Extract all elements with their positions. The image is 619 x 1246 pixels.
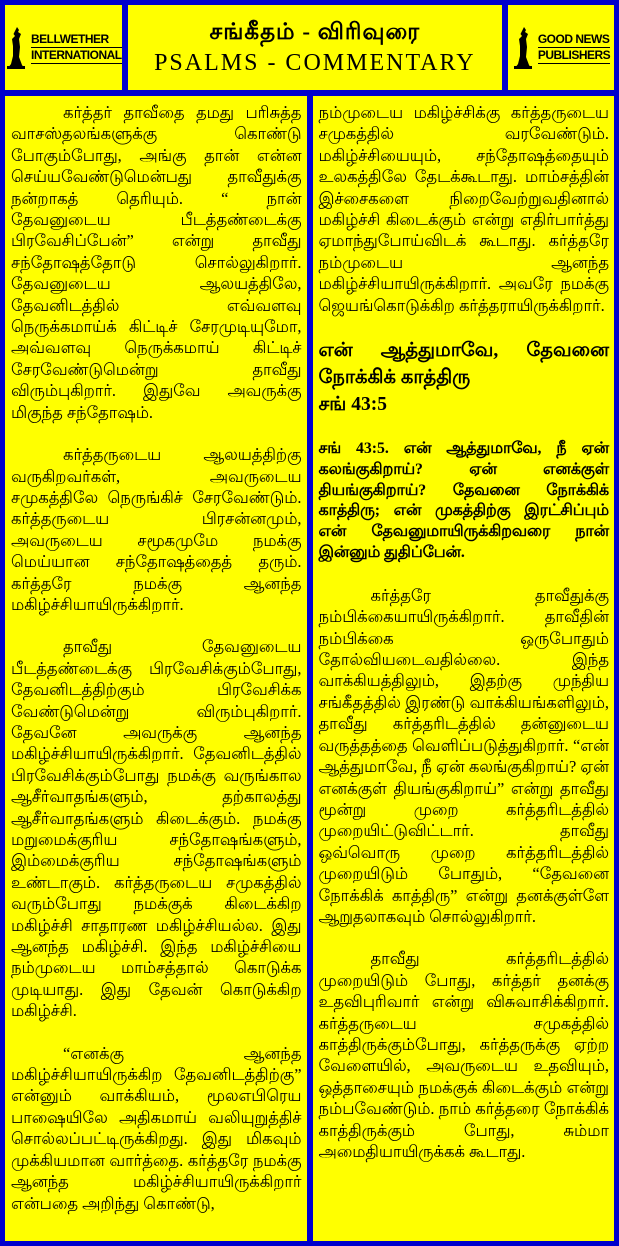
bellwether-logo-text — [31, 32, 122, 64]
page-title-english: PSALMS - COMMENTARY — [154, 49, 476, 76]
section-heading: என் ஆத்துமாவே, தேவனை நோக்கிக் காத்திரு — [318, 340, 609, 389]
goodnews-logo — [508, 5, 614, 90]
paragraph: தாவீது கர்த்தரிடத்தில் முறையிடும் போது, கர்த்தர் தனக்கு உதவிபுரிவார் என்று விசுவாசிக்கிறார். கர்த்தருடைய சமுகத்தில் காத்திருக்கும்போது, கர்த்தருக்கு ஏற்ற வேளையில், அவருடைய உதவியும், ஒத்தாசையும் நமக்குக் கிடைக்கும் என்று நம்பவேண்டும். நாம் கர்த்தரை நோக்கிக் காத்திருக்கும் போது, சும்மா அமைதியாயிருக்கக் கூடாது. — [318, 949, 609, 1161]
paragraph-continuation: நம்முடைய மகிழ்ச்சிக்கு கர்த்தருடைய சமுகத்தில் வரவேண்டும். மகிழ்ச்சியையும், சந்தோஷத்தையும் உலகத்திலே தேடக்கூடாது. மாம்சத்தின் இச்சைகளை நிறைவேற்றுவதினால் மகிழ்ச்சி கிடைக்கும் என்று எதிர்பார்த்து ஏமாந்துபோய்விடக் கூடாது. கர்த்தரே நம்முடைய ஆனந்த மகிழ்ச்சியாயிருக்கிறார். அவரே நமக்கு ஜெயங்கொடுக்கிற கர்த்தராயிருக்கிறார். — [318, 103, 609, 315]
paragraph: தாவீது தேவனுடைய பீடத்தண்டைக்கு பிரவேசிக்கும்போது, தேவனிடத்திற்கும் பிரவேசிக்க வேண்டுமென்று விரும்புகிறார். தேவனே அவருக்கு ஆனந்த மகிழ்ச்சியாயிருக்கிறார். தேவனிடத்தில் பிரவேசிக்கும்போது நமக்கு வருங்கால ஆசீர்வாதங்களும், தற்காலத்து ஆசீர்வாதங்களும் கிடைக்கும். நமக்கு மறுமைக்குரிய சந்தோஷங்களும், இம்மைக்குரிய சந்தோஷங்களும் உண்டாகும். கர்த்தருடைய சமுகத்தில் வரும்போது நமக்குக் கிடைக்கிற மகிழ்ச்சி சாதாரண மகிழ்ச்சியல்ல. இது ஆனந்த மகிழ்ச்சி. இந்த மகிழ்ச்சியை நம்முடைய மாம்சத்தால் கொடுக்க முடியாது. இது தேவன் கொடுக்கிற மகிழ்ச்சி. — [11, 637, 302, 1021]
bellwether-logo-line1: BELLWETHER — [31, 32, 122, 48]
title-box — [128, 5, 502, 90]
goodnews-logo-text — [538, 32, 610, 64]
left-column — [5, 96, 307, 1241]
paragraph: கர்த்தர் தாவீதை தமது பரிசுத்த வாசஸ்தலங்களுக்கு கொண்டு போகும்போது, அங்கு தான் என்ன செய்யவேண்டுமென்பது தாவீதுக்கு நன்றாகத் தெரியும். “ நான் தேவனுடைய பீடத்தண்டைக்கு பிரவேசிப்பேன்” என்று தாவீது சந்தோஷத்தோடு சொல்லுகிறார். தேவனுடைய ஆலயத்திலே, தேவனிடத்தில் எவ்வளவு நெருக்கமாய்க் கிட்டிச் சேரமுடியுமோ, அவ்வளவு நெருக்கமாய் கிட்டிச் சேரவேண்டுமென்று தாவீது விரும்புகிறார். இதுவே அவருக்கு மிகுந்த சந்தோஷம். — [11, 103, 302, 422]
page-header — [0, 0, 619, 90]
paragraph: கர்த்தரே தாவீதுக்கு நம்பிக்கையாயிருக்கிறார். தாவீதின் நம்பிக்கை ஒருபோதும் தோல்வியடைவதில்லை. இந்த வாக்கியத்திலும், இதற்கு முந்திய சங்கீதத்தில் இரண்டு வாக்கியங்களிலும், தாவீது கர்த்தரிடத்தில் தன்னுடைய வருத்தத்தை வெளிப்படுத்துகிறார். “என் ஆத்துமாவே, நீ ஏன் கலங்குகிறாய்? ஏன் எனக்குள் தியங்குகிறாய்” என்று தாவீது மூன்று முறை கர்த்தரிடத்தில் முறையிட்டுவிட்டார். தாவீது ஒவ்வொரு முறை கர்த்தரிடத்தில் முறையிடும் போதும், “தேவனை நோக்கிக் காத்திரு” என்று தனக்குள்ளே ஆறுதலாகவும் சொல்லுகிறார். — [318, 585, 609, 926]
bellwether-logo — [5, 5, 122, 90]
section-reference: சங் 43:5 — [318, 394, 387, 416]
verse-text: சங் 43:5. என் ஆத்துமாவே, நீ ஏன் கலங்குகிறாய்? ஏன் எனக்குள் தியங்குகிறாய்? தேவனை நோக்கிக் காத்திரு; என் முகத்திற்கு இரட்சிப்பும் என் தேவனுமாயிருக்கிறவரை நான் இன்னும் துதிப்பேன். — [318, 440, 609, 562]
goodnews-logo-inner — [512, 26, 610, 70]
page-title-tamil: சங்கீதம் - விரிவுரை — [209, 18, 421, 44]
bellwether-logo-line2: INTERNATIONAL — [31, 47, 122, 62]
paragraph: கர்த்தருடைய ஆலயத்திற்கு வருகிறவர்கள், அவருடைய சமுகத்திலே நெருங்கிச் சேரவேண்டும். கர்த்தருடைய பிரசன்னமும், அவருடைய சமூகமுமே நமக்கு மெய்யான சந்தோஷத்தைத் தரும். கர்த்தரே நமக்கு ஆனந்த மகிழ்ச்சியாயிருக்கிறார். — [11, 445, 302, 614]
goodnews-logo-line2: PUBLISHERS — [537, 47, 611, 62]
bellwether-statue-icon — [5, 26, 27, 70]
goodnews-logo-line1: GOOD NEWS — [537, 31, 610, 46]
right-column — [313, 96, 615, 1241]
bellwether-logo-inner — [5, 26, 122, 70]
goodnews-statue-icon — [512, 26, 534, 70]
paragraph: “எனக்கு ஆனந்த மகிழ்ச்சியாயிருக்கிற தேவனிடத்திற்கு” என்னும் வாக்கியம், மூலஎபிரெய பாஷையிலே அதிகமாய் வலியுறுத்திச் சொல்லப்பட்டிருக்கிறது. இது மிகவும் முக்கியமான வார்த்தை. கர்த்தரே நமக்கு ஆனந்த மகிழ்ச்சியாயிருக்கிறார் என்பதை அறிந்து கொண்டு, — [11, 1043, 302, 1213]
page-body — [0, 90, 619, 1246]
